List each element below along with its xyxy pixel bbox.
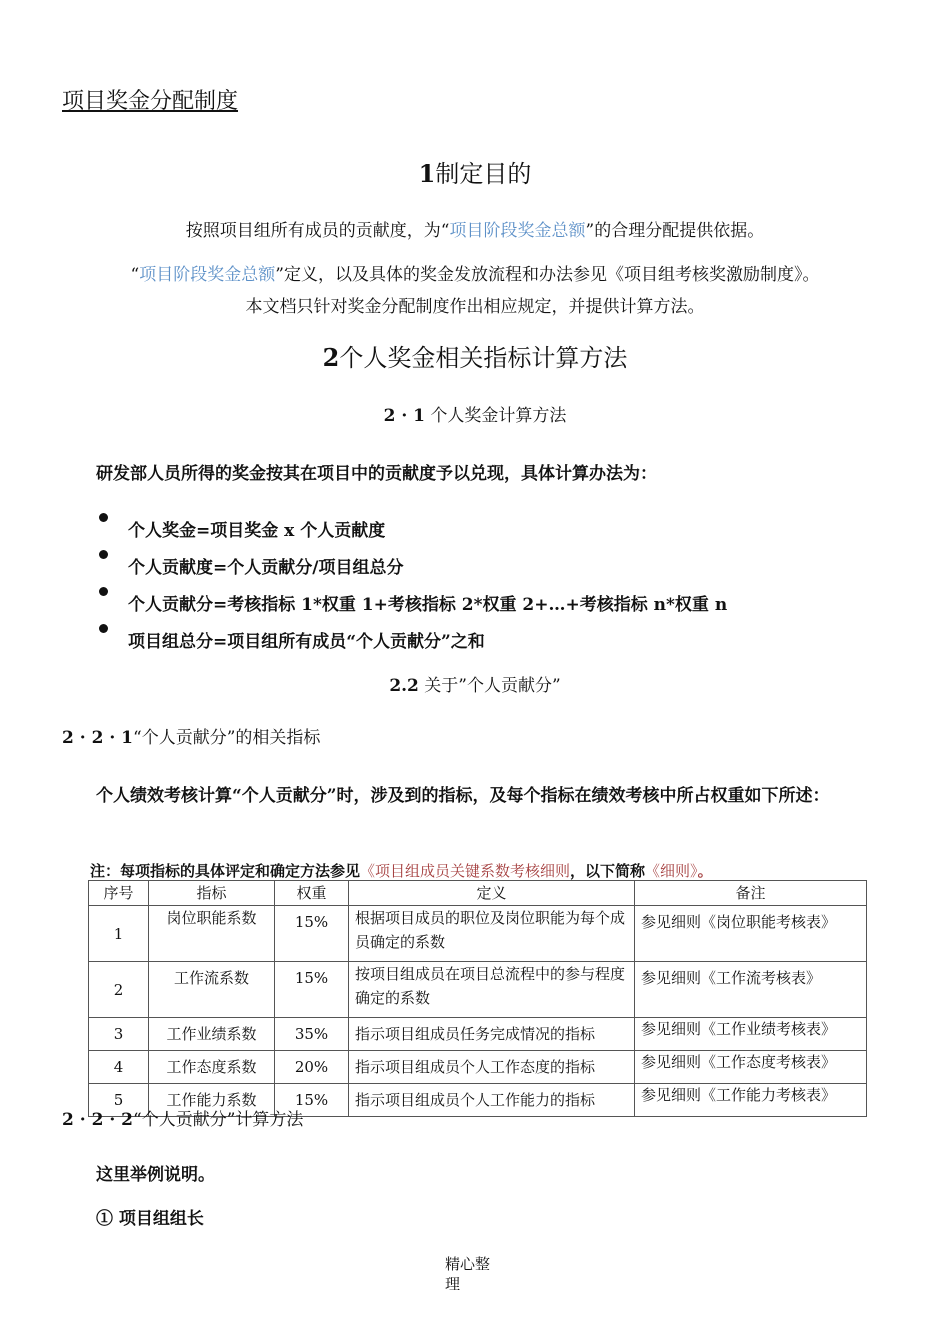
section-title: “个人贡献分”的相关指标 <box>133 728 321 748</box>
header-cell: 定义 <box>349 881 635 906</box>
table-cell: 工作流系数 <box>149 962 275 1018</box>
section-number: 2 · 1 <box>383 406 425 426</box>
section-number: 2 · 2 · 2 <box>62 1110 133 1130</box>
table-cell: 指示项目组成员任务完成情况的指标 <box>349 1018 635 1051</box>
calculation-intro: 研发部人员所得的奖金按其在项目中的贡献度予以兑现，具体计算办法为： <box>96 464 657 484</box>
table-cell: 35% <box>275 1018 349 1051</box>
text-run: ”定义，以及具体的奖金发放流程和办法参见《项目组考核奖激励制度》。 <box>275 265 820 285</box>
section-2-2-1-heading <box>62 723 320 748</box>
page-footer <box>445 1254 490 1294</box>
section-title: “个人贡献分”计算方法 <box>133 1110 304 1130</box>
section-title: 关于”个人贡献分” <box>424 676 561 696</box>
footer-line: 理 <box>445 1275 461 1293</box>
table-row <box>89 1018 867 1051</box>
bullet-dot <box>99 513 108 522</box>
example-text: 这里举例说明。 <box>96 1165 215 1185</box>
link-stage-bonus[interactable]: 项目阶段奖金总额 <box>449 221 586 241</box>
section-2-1-heading <box>0 401 950 426</box>
table-cell: 根据项目成员的职位及岗位职能为每个成员确定的系数 <box>349 906 635 962</box>
table-cell: 参见细则《工作流考核表》 <box>635 962 867 1018</box>
header-cell: 序号 <box>89 881 149 906</box>
bullet-dot <box>99 550 108 559</box>
section-title: 个人奖金相关指标计算方法 <box>339 344 628 372</box>
paragraph-purpose <box>0 216 950 241</box>
table-cell: 5 <box>89 1084 149 1117</box>
table-header-row <box>89 881 867 906</box>
bullet-dot <box>99 587 108 596</box>
text-run: 。 <box>697 862 713 880</box>
table-note <box>90 860 713 881</box>
indicator-table <box>88 880 867 1117</box>
text-run: 按照项目组所有成员的贡献度，为“ <box>185 221 450 241</box>
paragraph-scope: 本文档只针对奖金分配制度作出相应规定，并提供计算方法。 <box>245 297 705 317</box>
table-cell <box>635 1018 867 1051</box>
paragraph-definition <box>0 260 950 285</box>
section-number: 2 <box>322 343 340 372</box>
table-cell: 4 <box>89 1051 149 1084</box>
table-cell: 岗位职能系数 <box>149 906 275 962</box>
cell-text: 参见细则《工作能力考核表》 <box>641 1086 837 1104</box>
footer-line: 精心整 <box>445 1255 491 1273</box>
header-cell: 权重 <box>275 881 349 906</box>
table-cell: 参见细则《岗位职能考核表》 <box>635 906 867 962</box>
section-1-heading <box>0 154 950 189</box>
table-cell <box>635 1084 867 1117</box>
table-cell: 工作业绩系数 <box>149 1018 275 1051</box>
table-cell: 15% <box>275 962 349 1018</box>
table-cell: 15% <box>275 906 349 962</box>
document-title: 项目奖金分配制度 <box>62 89 239 114</box>
section-2-heading <box>0 338 950 373</box>
section-number: 1 <box>418 159 436 188</box>
table-cell: 20% <box>275 1051 349 1084</box>
section-number: 2.2 <box>389 676 419 696</box>
bullet-item: 个人奖金=项目奖金 x 个人贡献度 <box>128 521 386 541</box>
bullet-item: 项目组总分=项目组所有成员“个人贡献分”之和 <box>128 632 485 652</box>
indicator-paragraph: 个人绩效考核计算“个人贡献分”时，涉及到的指标，及每个指标在绩效考核中所占权重如下所述： <box>96 786 830 806</box>
table-cell <box>635 1051 867 1084</box>
section-2-2-heading <box>0 671 950 696</box>
table-cell: 指示项目组成员个人工作态度的指标 <box>349 1051 635 1084</box>
table-cell: 2 <box>89 962 149 1018</box>
cell-text: 参见细则《工作业绩考核表》 <box>641 1020 837 1038</box>
text-run: ，以下简称 <box>570 862 646 880</box>
bullet-item: 个人贡献度=个人贡献分/项目组总分 <box>128 558 404 578</box>
leader-item: ① 项目组组长 <box>96 1209 204 1229</box>
section-title: 个人奖金计算方法 <box>430 406 567 426</box>
header-cell: 指标 <box>149 881 275 906</box>
bullet-item: 个人贡献分=考核指标 1*权重 1+考核指标 2*权重 2+…+考核指标 n*权重 n <box>128 595 728 615</box>
section-2-2-2-heading <box>62 1105 303 1130</box>
link-rules-doc[interactable]: 《项目组成员关键系数考核细则 <box>360 862 571 880</box>
table-cell: 15% <box>275 1084 349 1117</box>
table-row <box>89 1051 867 1084</box>
text-run: ”的合理分配提供依据。 <box>585 221 765 241</box>
table-row <box>89 906 867 962</box>
header-cell: 备注 <box>635 881 867 906</box>
table-cell: 按项目组成员在项目总流程中的参与程度确定的系数 <box>349 962 635 1018</box>
table-cell: 1 <box>89 906 149 962</box>
table-cell: 工作能力系数 <box>149 1084 275 1117</box>
table-cell: 工作态度系数 <box>149 1051 275 1084</box>
table-cell: 指示项目组成员个人工作能力的指标 <box>349 1084 635 1117</box>
bullet-dot <box>99 624 108 633</box>
link-rules-short[interactable]: 《细则》 <box>645 862 698 880</box>
link-stage-bonus[interactable]: 项目阶段奖金总额 <box>139 265 276 285</box>
section-title: 制定目的 <box>435 160 532 188</box>
cell-text: 参见细则《工作态度考核表》 <box>641 1053 837 1071</box>
text-run: 注：每项指标的具体评定和确定方法参见 <box>90 862 361 880</box>
table-row <box>89 962 867 1018</box>
section-number: 2 · 2 · 1 <box>62 728 133 748</box>
text-run: “ <box>130 265 140 285</box>
table-cell: 3 <box>89 1018 149 1051</box>
